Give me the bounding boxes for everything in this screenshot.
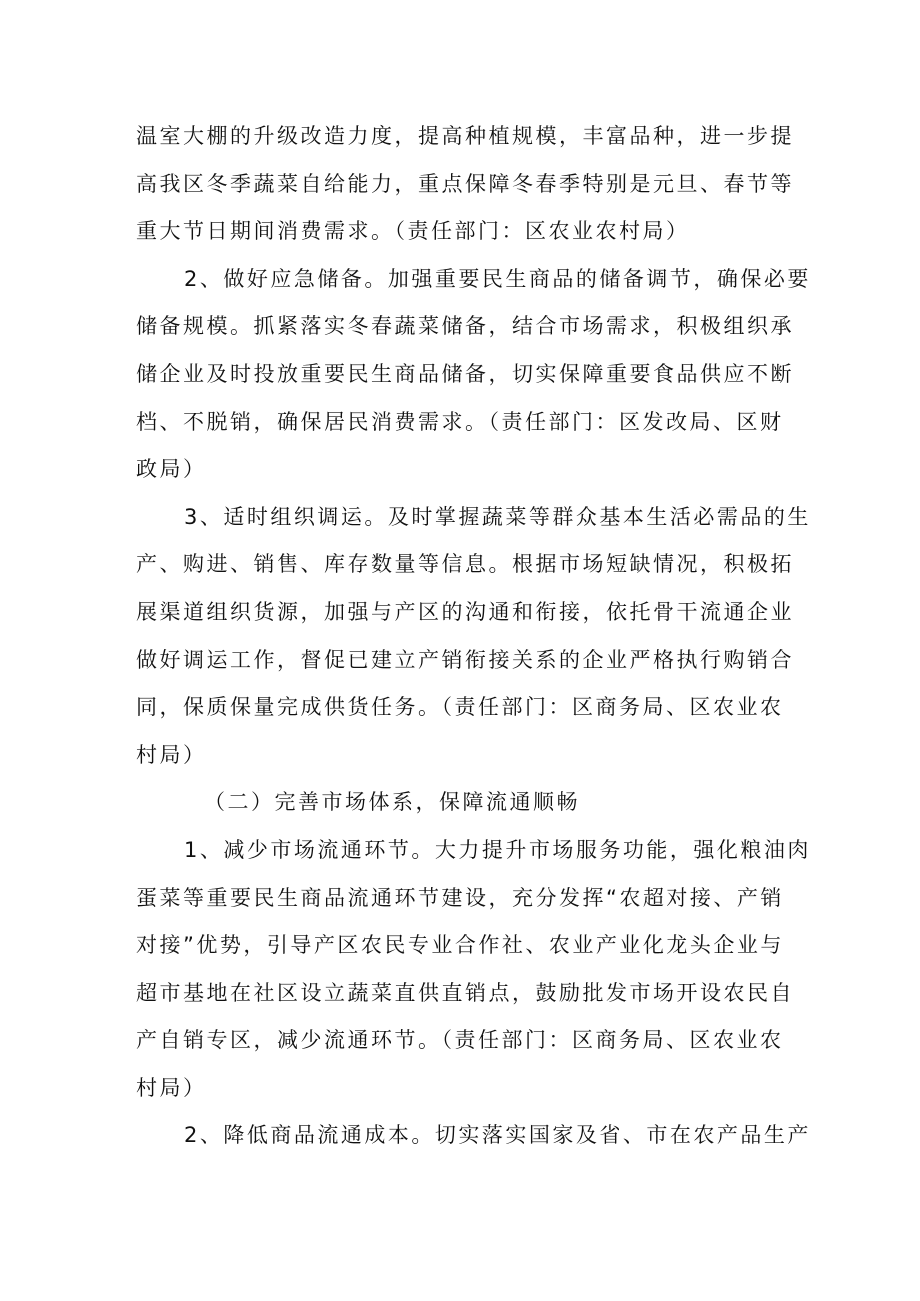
paragraph-start-line: 2、做好应急储备。加强重要民生商品的储备调节，确保必要 (184, 266, 811, 291)
text-line: 政局） (136, 457, 207, 482)
paragraph-start-line: 2、降低商品流通成本。切实落实国家及省、市在农产品生产 (184, 1123, 811, 1148)
text-line: 同，保质保量完成供货任务。（责任部门：区商务局、区农业农 (136, 695, 784, 720)
paragraph-start-line: 3、适时组织调运。及时掌握蔬菜等群众基本生活必需品的生 (184, 504, 811, 529)
document-body (136, 113, 811, 1160)
text-line: 村局） (136, 742, 207, 767)
text-line: 储备规模。抓紧落实冬春蔬菜储备，结合市场需求，积极组织承 (136, 314, 794, 339)
text-line: 重大节日期间消费需求。（责任部门：区农业农村局） (136, 219, 690, 244)
text-line: 超市基地在社区设立蔬菜直供直销点，鼓励批发市场开设农民自 (136, 980, 794, 1005)
text-line: 村局） (136, 1075, 207, 1100)
text-line: 展渠道组织货源，加强与产区的沟通和衔接，依托骨干流通企业 (136, 599, 794, 624)
text-line: 对接”优势，引导产区农民专业合作社、农业产业化龙头企业与 (136, 933, 784, 958)
text-line: 温室大棚的升级改造力度，提高种植规模，丰富品种，进一步提 (136, 124, 794, 148)
text-line: 做好调运工作，督促已建立产销衔接关系的企业严格执行购销合 (136, 647, 794, 672)
text-line: 产自销专区，减少流通环节。（责任部门：区商务局、区农业农 (136, 1028, 784, 1053)
text-line: 高我区冬季蔬菜自给能力，重点保障冬春季特别是元旦、春节等 (136, 171, 794, 196)
text-line: 蛋菜等重要民生商品流通环节建设，充分发挥“农超对接、产销 (136, 885, 784, 910)
text-line: 储企业及时投放重要民生商品储备，切实保障重要食品供应不断 (136, 361, 794, 386)
text-line: 档、不脱销，确保居民消费需求。（责任部门：区发改局、区财 (136, 409, 784, 434)
section-heading: （二）完善市场体系，保障流通顺畅 (204, 790, 580, 815)
paragraph-start-line: 1、减少市场流通环节。大力提升市场服务功能，强化粮油肉 (184, 837, 811, 862)
text-line: 产、购进、销售、库存数量等信息。根据市场短缺情况，积极拓 (136, 552, 794, 577)
